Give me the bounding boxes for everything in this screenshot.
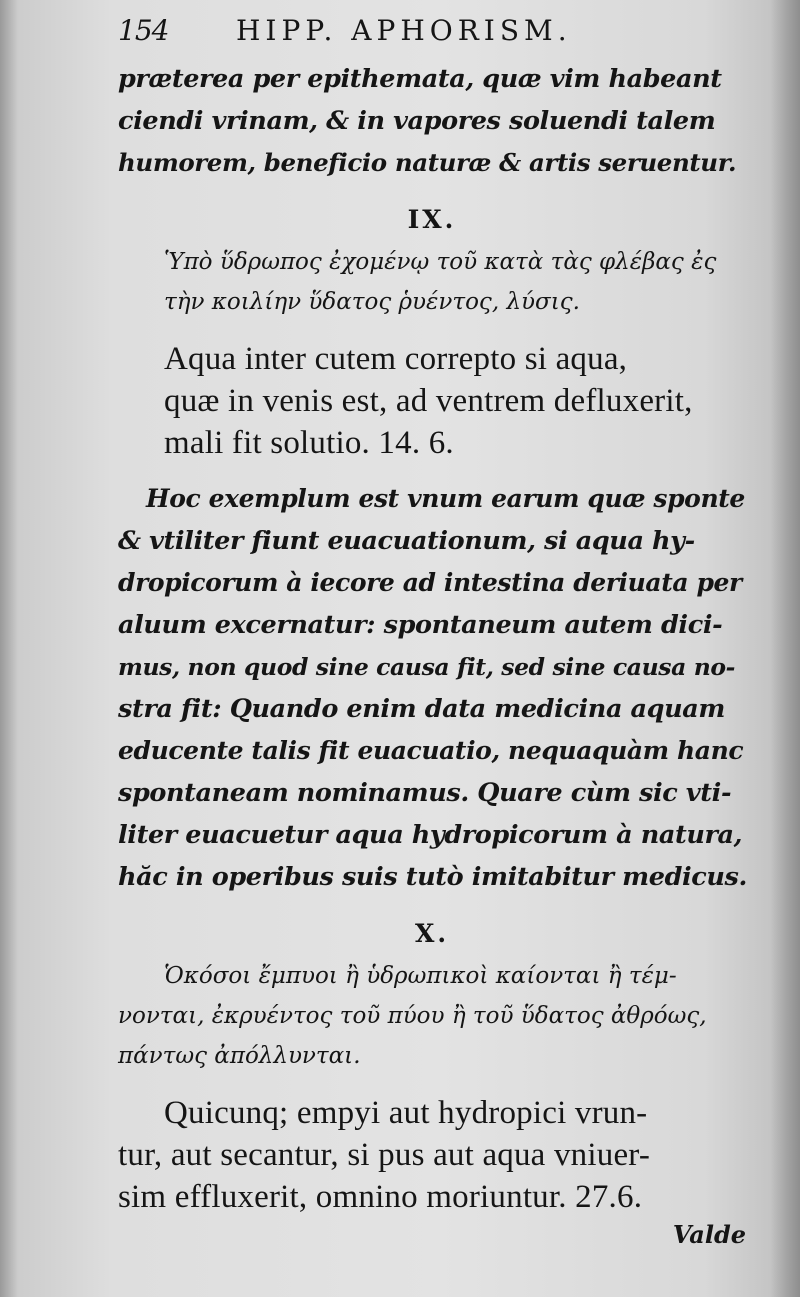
commentary-line: spontaneam nominamus. Quare cùm sic vti- (118, 778, 732, 808)
section-number-x: X. (414, 919, 450, 948)
commentary-line: stra fit: Quando enim data medicina aquam (118, 694, 725, 724)
page-header (118, 14, 746, 58)
latin-line: Quicunq; empyi aut hydropici vrun- (164, 1095, 648, 1131)
text-line: humorem, beneficio naturæ & artis seruentur. (118, 148, 737, 177)
latin-line: mali fit solutio. 14. 6. (164, 425, 454, 461)
text-line: ciendi vrinam, & in vapores soluendi talem (118, 106, 716, 136)
commentary-line: liter euacuetur aqua hydropicorum à natura, (118, 820, 743, 850)
commentary-line: Hoc exemplum est vnum earum quæ sponte (146, 484, 745, 513)
running-title: HIPP. APHORISM. (236, 14, 572, 47)
greek-line: νονται, ἐκρυέντος τοῦ πύου ἢ τοῦ ὕδατος ἀθρόως, (118, 1003, 707, 1029)
page-gutter-shadow (0, 0, 18, 1297)
greek-aphorism-ix (164, 242, 746, 322)
greek-aphorism-x (118, 956, 746, 1076)
text-line: præterea per epithemata, quæ vim habeant (118, 64, 722, 94)
page-edge-shadow (770, 0, 800, 1297)
commentary-line: educente talis fit euacuatio, nequaquàm hanc (118, 736, 744, 765)
greek-line: πάντως ἀπόλλυνται. (118, 1043, 361, 1069)
commentary-line: hăc in operibus suis tutò imitabitur medicus. (118, 862, 747, 892)
page-number: 154 (118, 14, 169, 47)
commentary-ix (118, 478, 746, 898)
continuation-paragraph (118, 58, 746, 184)
latin-aphorism-x (118, 1092, 746, 1218)
page-content (118, 14, 746, 1249)
section-number-ix: IX. (407, 205, 457, 234)
latin-line: tur, aut secantur, si pus aut aqua vniuer- (118, 1137, 651, 1173)
commentary-line: dropicorum à iecore ad intestina deriuata per (118, 568, 742, 597)
greek-line: Ὑπὸ ὕδρωπος ἐχομένῳ τοῦ κατὰ τὰς φλέβας ἐς (164, 249, 717, 275)
catchword: Valde (672, 1220, 746, 1249)
latin-aphorism-ix (164, 338, 746, 464)
latin-line: quæ in venis est, ad ventrem defluxerit, (164, 383, 693, 419)
commentary-line: mus, non quod sine causa fit, sed sine causa no- (118, 653, 736, 681)
commentary-line: aluum excernatur: spontaneum autem dici- (118, 610, 723, 640)
greek-line: Ὁκόσοι ἔμπυοι ἢ ὑδρωπικοὶ καίονται ἢ τέμ- (164, 963, 677, 989)
latin-line: sim effluxerit, omnino moriuntur. 27.6. (118, 1179, 643, 1215)
greek-line: τὴν κοιλίην ὕδατος ῥυέντος, λύσις. (164, 289, 580, 315)
commentary-line: & vtiliter fiunt euacuationum, si aqua hy- (118, 526, 695, 556)
latin-line: Aqua inter cutem correpto si aqua, (164, 341, 628, 377)
